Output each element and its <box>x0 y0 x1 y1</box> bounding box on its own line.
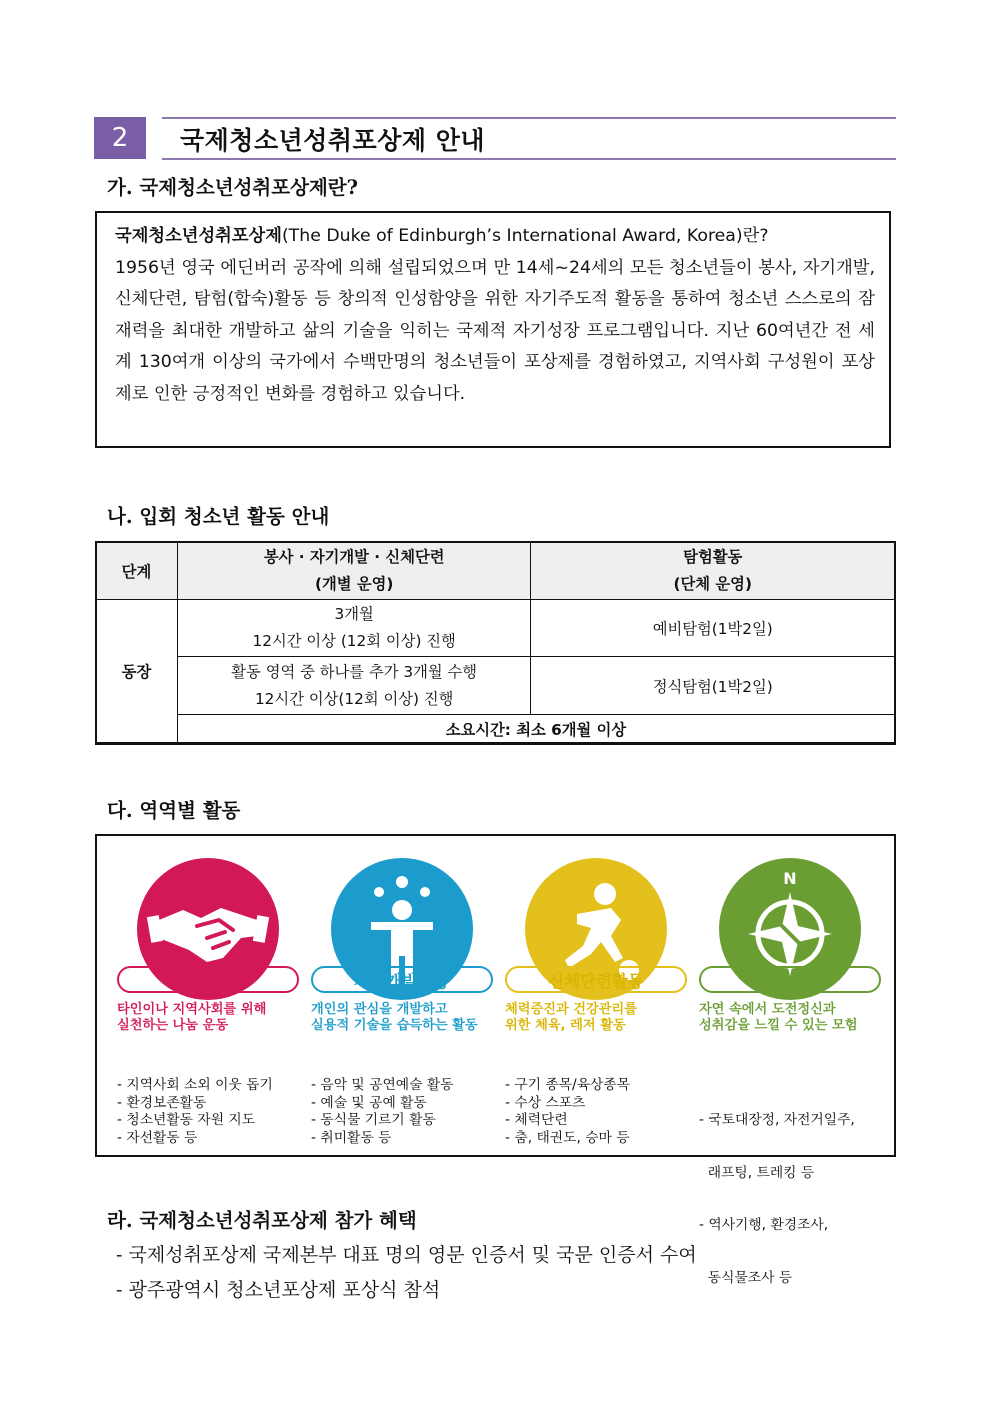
list-item: - 춤, 태권도, 승마 등 <box>505 1129 630 1146</box>
heading-part-d: 라. 국제청소년성취포상제 참가 혜택 <box>107 1209 417 1232</box>
area-service-desc-line1: 타인이나 지역사회를 위해 <box>117 1002 267 1017</box>
area-physical-desc-line2: 위한 체육, 레저 활동 <box>505 1018 626 1033</box>
intro-body: 1956년 영국 에딘버러 공작에 의해 설립되었으며 만 14세~24세의 모든 청소년들이 봉사, 자기개발, 신체단련, 탐험(합숙)활동 등 창의적 인성함양을 위한 자기주도적 활동을 통하여 청소년 스스로의 잠재력을 최대한 개발하고 삶의 기술을 익히는 국제적 자기성장 프로그램입니다. 지난 60여년간 전 세계 130여개 이상의 국가에서 수백만명의 청소년들이 포상제를 경험하였고, 지역사회 구성원이 포상제로 인한 긍정적인 변화를 경험하고 있습니다. <box>115 257 875 404</box>
row2-expedition: 정식탐험(1박2일) <box>531 657 895 715</box>
list-item: - 체력단련 <box>505 1112 568 1128</box>
area-physical-desc-line1: 체력증진과 건강관리를 <box>505 1002 637 1017</box>
benefit-item-2: - 광주광역시 청소년포상제 포상식 참석 <box>116 1279 441 1301</box>
area-service-list <box>117 1077 273 1147</box>
th-individual-line1: 봉사 · 자기개발 · 신체단련 <box>263 547 445 566</box>
area-service-desc <box>117 1002 266 1034</box>
activity-table <box>95 541 895 743</box>
list-item: - 국토대장정, 자전거일주, <box>699 1112 855 1128</box>
row2-individual <box>177 657 531 715</box>
area-physical-title: 신체단련활동 <box>505 966 687 993</box>
list-item: - 청소년활동 자원 지도 <box>117 1112 256 1128</box>
section-number: 2 <box>94 117 146 159</box>
area-skills-title: 자기개발활동 <box>311 966 493 993</box>
list-item: - 수상 스포츠 <box>505 1094 586 1111</box>
stage-bronze: 동장 <box>96 600 178 743</box>
list-item: - 지역사회 소외 이웃 돕기 <box>117 1077 273 1093</box>
area-skills-desc-line1: 개인의 관심을 개발하고 <box>311 1002 448 1017</box>
list-item: - 음악 및 공연예술 활동 <box>311 1077 454 1093</box>
compass-letter: N <box>783 869 797 888</box>
area-service-title: 봉사활동 <box>117 966 299 993</box>
list-item: - 환경보존활동 <box>117 1094 207 1111</box>
area-skills-desc <box>311 1002 478 1034</box>
area-physical-list <box>505 1077 630 1147</box>
intro-label: 국제청소년성취포상제 <box>115 226 282 246</box>
area-expedition-desc <box>699 1002 858 1034</box>
area-expedition-desc-line2: 성취감을 느낄 수 있는 모험 <box>699 1018 858 1033</box>
intro-box <box>95 211 891 448</box>
heading-part-c: 다. 역역별 활동 <box>107 799 241 822</box>
section-rule-top <box>162 117 896 119</box>
th-individual-line2: (개별 운영) <box>314 574 394 593</box>
area-skills-list <box>311 1077 453 1147</box>
list-item: - 동식물 기르기 활동 <box>311 1112 436 1128</box>
th-expedition-line2: (단체 운영) <box>673 574 752 593</box>
row1-individual-line1: 3개월 <box>334 605 374 623</box>
area-expedition-list <box>699 1077 855 1322</box>
th-expedition <box>531 542 895 600</box>
list-item: - 구기 종목/육상종목 <box>505 1077 631 1093</box>
row1-individual-line2: 12시간 이상 (12회 이상) 진행 <box>252 632 456 650</box>
heading-part-a: 가. 국제청소년성취포상제란? <box>107 176 359 199</box>
intro-label-suffix: (The Duke of Edinburgh’s International Award, Korea)란? <box>281 226 769 246</box>
benefit-item-1: - 국제성취포상제 국제본부 대표 명의 영문 인증서 및 국문 인증서 수여 <box>116 1244 697 1266</box>
th-individual <box>177 542 531 600</box>
row1-individual <box>177 600 531 657</box>
area-service-desc-line2: 실천하는 나눔 운동 <box>117 1018 229 1033</box>
list-item: - 역사기행, 환경조사, <box>699 1217 829 1233</box>
th-stage: 단계 <box>96 542 178 600</box>
section-title: 국제청소년성취포상제 안내 <box>180 126 486 155</box>
list-item: - 예술 및 공예 활동 <box>311 1094 427 1111</box>
area-expedition-title: 탐험활동 <box>699 966 881 993</box>
row2-individual-line2: 12시간 이상(12회 이상) 진행 <box>254 689 454 708</box>
row2-individual-line1: 활동 영역 중 하나를 추가 3개월 수행 <box>231 662 478 681</box>
row1-expedition: 예비탐험(1박2일) <box>531 600 895 657</box>
list-item: 래프팅, 트레킹 등 <box>699 1164 815 1181</box>
list-item: - 취미활동 등 <box>311 1129 392 1146</box>
area-physical-desc <box>505 1002 637 1034</box>
section-rule-bottom <box>162 158 896 160</box>
th-expedition-line1: 탐험활동 <box>683 547 743 566</box>
total-duration: 소요시간: 최소 6개월 이상 <box>177 715 894 743</box>
intro-text <box>115 221 875 410</box>
list-item: - 자선활동 등 <box>117 1129 198 1146</box>
list-item: 동식물조사 등 <box>699 1269 793 1286</box>
area-expedition-desc-line1: 자연 속에서 도전정신과 <box>699 1002 836 1017</box>
heading-part-b: 나. 입회 청소년 활동 안내 <box>107 505 330 528</box>
area-skills-desc-line2: 실용적 기술을 습득하는 활동 <box>311 1018 478 1033</box>
